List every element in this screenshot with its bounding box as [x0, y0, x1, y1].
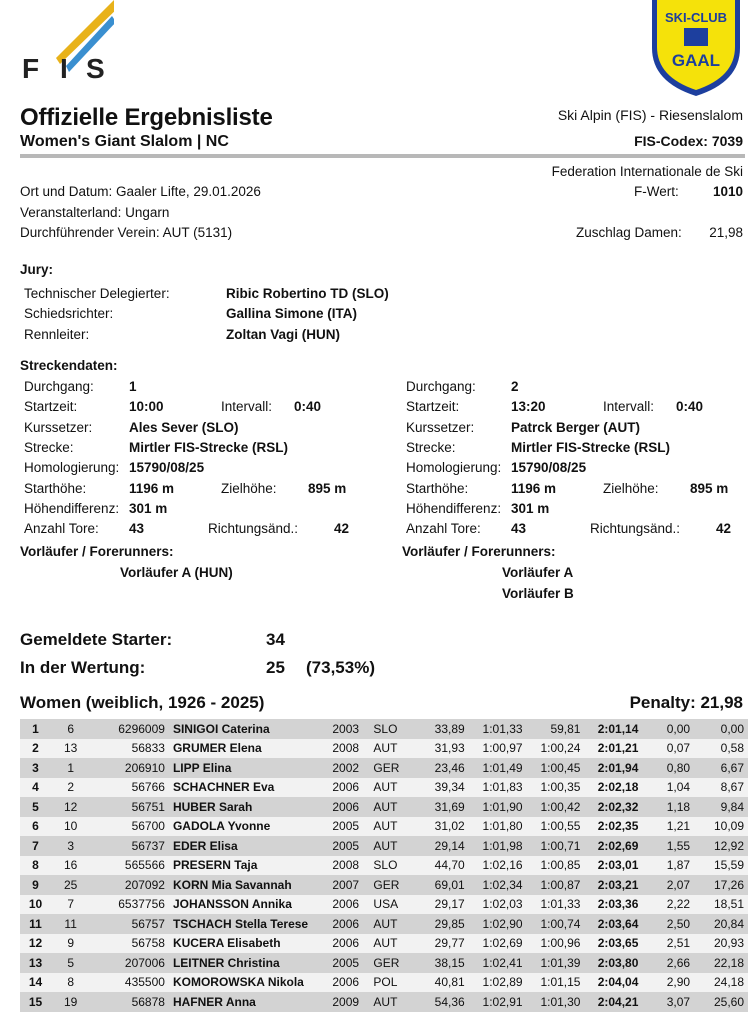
run-time-2: 1:02,34 [467, 875, 525, 895]
total-time: 2:01,14 [582, 719, 640, 739]
federation: Federation Internationale de Ski [551, 164, 743, 179]
birth-year: 2006 [324, 973, 367, 993]
veranstalterland: Veranstalterland: Ungarn [20, 205, 170, 220]
table-row [20, 953, 748, 973]
rank: 14 [20, 973, 51, 993]
bib-number: 5 [51, 953, 90, 973]
fwert-value: 1010 [712, 184, 743, 199]
birth-year: 2006 [324, 895, 367, 915]
svg-text:I: I [60, 53, 68, 84]
nation: GER [367, 875, 413, 895]
run-time-1: 29,85 [413, 914, 467, 934]
total-time: 2:04,04 [582, 973, 640, 993]
race-points: 17,26 [692, 875, 748, 895]
fis-code: 206910 [90, 758, 171, 778]
run-time-1: 31,93 [413, 739, 467, 759]
total-time: 2:02,35 [582, 817, 640, 837]
run-time-2: 1:02,69 [467, 934, 525, 954]
race-points: 15,59 [692, 856, 748, 876]
run-time-3: 1:00,87 [525, 875, 583, 895]
fis-code: 56751 [90, 797, 171, 817]
rank: 12 [20, 934, 51, 954]
birth-year: 2009 [324, 992, 367, 1012]
athlete-name: HAFNER Anna [171, 992, 324, 1012]
time-difference: 0,80 [640, 758, 692, 778]
table-row [20, 856, 748, 876]
race-points: 18,51 [692, 895, 748, 915]
run-time-1: 54,36 [413, 992, 467, 1012]
race-points: 0,00 [692, 719, 748, 739]
fis-code: 56878 [90, 992, 171, 1012]
birth-year: 2005 [324, 817, 367, 837]
rank: 1 [20, 719, 51, 739]
run-time-1: 31,02 [413, 817, 467, 837]
fwert-label: F-Wert: [634, 184, 679, 199]
rank: 10 [20, 895, 51, 915]
nation: SLO [367, 856, 413, 876]
time-difference: 2,66 [640, 953, 692, 973]
bib-number: 12 [51, 797, 90, 817]
birth-year: 2008 [324, 739, 367, 759]
athlete-name: GADOLA Yvonne [171, 817, 324, 837]
startzeit-value: 13:20 [511, 399, 546, 414]
race-points: 24,18 [692, 973, 748, 993]
rank: 8 [20, 856, 51, 876]
birth-year: 2005 [324, 836, 367, 856]
race-points: 8,67 [692, 778, 748, 798]
birth-year: 2006 [324, 914, 367, 934]
nation: SLO [367, 719, 413, 739]
race-points: 25,60 [692, 992, 748, 1012]
svg-text:F: F [22, 53, 40, 84]
hoehendiff-value: 301 m [129, 501, 168, 516]
starthoehe-label: Starthöhe: [24, 481, 87, 496]
strecke-value: Mirtler FIS-Strecke (RSL) [129, 440, 289, 455]
richtung-value: 42 [334, 521, 350, 536]
penalty: Penalty: 21,98 [629, 693, 743, 712]
athlete-name: HUBER Sarah [171, 797, 324, 817]
fis-code: 6537756 [90, 895, 171, 915]
time-difference: 0,00 [640, 719, 692, 739]
race-points: 6,67 [692, 758, 748, 778]
table-row [20, 817, 748, 837]
intervall-value: 0:40 [294, 399, 322, 414]
jury-value-referee: Gallina Simone (ITA) [226, 306, 358, 321]
bib-number: 11 [51, 914, 90, 934]
nation: AUT [367, 778, 413, 798]
zielhoehe-value: 895 m [690, 481, 729, 496]
birth-year: 2002 [324, 758, 367, 778]
jury-label-referee: Schiedsrichter: [24, 306, 114, 321]
fis-code: 56833 [90, 739, 171, 759]
time-difference: 2,51 [640, 934, 692, 954]
intervall-value: 0:40 [676, 399, 704, 414]
birth-year: 2006 [324, 797, 367, 817]
starthoehe-value: 1196 m [511, 481, 557, 496]
richtung-value: 42 [716, 521, 732, 536]
rank: 5 [20, 797, 51, 817]
race-points: 20,93 [692, 934, 748, 954]
time-difference: 1,87 [640, 856, 692, 876]
nation: AUT [367, 934, 413, 954]
bib-number: 1 [51, 758, 90, 778]
bib-number: 7 [51, 895, 90, 915]
bib-number: 16 [51, 856, 90, 876]
codex-label: FIS-Codex: [634, 133, 708, 149]
richtung-label: Richtungsänd.: [590, 521, 681, 536]
intervall-label: Intervall: [603, 399, 655, 414]
bib-number: 6 [51, 719, 90, 739]
run-time-2: 1:01,33 [467, 719, 525, 739]
run-time-2: 1:01,90 [467, 797, 525, 817]
total-time: 2:04,21 [582, 992, 640, 1012]
fis-code: 207092 [90, 875, 171, 895]
athlete-name: JOHANSSON Annika [171, 895, 324, 915]
kurssetzer-value: Patrck Berger (AUT) [511, 420, 641, 435]
run-time-1: 44,70 [413, 856, 467, 876]
run-time-1: 40,81 [413, 973, 467, 993]
run-time-3: 1:00,71 [525, 836, 583, 856]
codex-value: 7039 [711, 133, 743, 149]
athlete-name: GRUMER Elena [171, 739, 324, 759]
race-points: 0,58 [692, 739, 748, 759]
nation: AUT [367, 836, 413, 856]
time-difference: 2,07 [640, 875, 692, 895]
run-time-3: 1:01,15 [525, 973, 583, 993]
table-row [20, 914, 748, 934]
nation: GER [367, 953, 413, 973]
total-time: 2:01,94 [582, 758, 640, 778]
total-time: 2:02,18 [582, 778, 640, 798]
rank: 4 [20, 778, 51, 798]
run-time-2: 1:02,89 [467, 973, 525, 993]
zuschlag-value: 21,98 [709, 225, 743, 240]
athlete-name: EDER Elisa [171, 836, 324, 856]
run-time-2: 1:01,98 [467, 836, 525, 856]
fis-code: 207006 [90, 953, 171, 973]
hoehendiff-label: Höhendifferenz: [406, 501, 502, 516]
run-time-3: 59,81 [525, 719, 583, 739]
rank: 9 [20, 875, 51, 895]
fis-logo [14, 0, 114, 95]
richtung-label: Richtungsänd.: [208, 521, 299, 536]
intervall-label: Intervall: [221, 399, 273, 414]
time-difference: 2,90 [640, 973, 692, 993]
strecke-value: Mirtler FIS-Strecke (RSL) [511, 440, 671, 455]
rank: 3 [20, 758, 51, 778]
table-row [20, 836, 748, 856]
run-time-3: 1:00,74 [525, 914, 583, 934]
bib-number: 8 [51, 973, 90, 993]
run-time-3: 1:00,85 [525, 856, 583, 876]
header-divider [20, 154, 745, 158]
table-row [20, 973, 748, 993]
run-time-3: 1:01,39 [525, 953, 583, 973]
run-time-1: 33,89 [413, 719, 467, 739]
course-heading: Streckendaten: [20, 358, 118, 373]
total-time: 2:03,36 [582, 895, 640, 915]
run-time-2: 1:02,16 [467, 856, 525, 876]
rank: 6 [20, 817, 51, 837]
table-row [20, 778, 748, 798]
table-row [20, 992, 748, 1012]
run-time-2: 1:02,03 [467, 895, 525, 915]
run-time-2: 1:02,91 [467, 992, 525, 1012]
athlete-name: SINIGOI Caterina [171, 719, 324, 739]
time-difference: 1,18 [640, 797, 692, 817]
run-time-3: 1:00,35 [525, 778, 583, 798]
run-time-1: 23,46 [413, 758, 467, 778]
run-time-3: 1:01,30 [525, 992, 583, 1012]
run-time-2: 1:01,83 [467, 778, 525, 798]
page-title: Offizielle Ergebnisliste [20, 104, 273, 131]
bib-number: 25 [51, 875, 90, 895]
time-difference: 1,55 [640, 836, 692, 856]
zielhoehe-label: Zielhöhe: [603, 481, 659, 496]
run-time-1: 29,14 [413, 836, 467, 856]
birth-year: 2006 [324, 934, 367, 954]
jury-heading: Jury: [20, 262, 54, 277]
run-time-1: 29,77 [413, 934, 467, 954]
table-row [20, 797, 748, 817]
jury-label-chief: Rennleiter: [24, 327, 90, 342]
birth-year: 2006 [324, 778, 367, 798]
svg-text:S: S [86, 53, 105, 84]
athlete-name: TSCHACH Stella Terese [171, 914, 324, 934]
rank: 7 [20, 836, 51, 856]
ort-datum: Ort und Datum: Gaaler Lifte, 29.01.2026 [20, 184, 261, 199]
jury-label-td: Technischer Delegierter: [24, 286, 170, 301]
forerunner: Vorläufer A [502, 565, 574, 580]
tore-value: 43 [129, 521, 145, 536]
rank: 15 [20, 992, 51, 1012]
in-wertung-value: 25 [266, 658, 285, 677]
nation: GER [367, 758, 413, 778]
run-time-3: 1:00,24 [525, 739, 583, 759]
forerunners-label: Vorläufer / Forerunners: [402, 544, 556, 559]
run-time-2: 1:00,97 [467, 739, 525, 759]
gemeldete-starter-value: 34 [266, 630, 285, 649]
fis-code: 56757 [90, 914, 171, 934]
kurssetzer-value: Ales Sever (SLO) [129, 420, 239, 435]
run-time-2: 1:01,49 [467, 758, 525, 778]
table-row [20, 875, 748, 895]
kurssetzer-label: Kurssetzer: [406, 420, 475, 435]
birth-year: 2005 [324, 953, 367, 973]
zielhoehe-value: 895 m [308, 481, 347, 496]
svg-text:SKI-CLUB: SKI-CLUB [664, 10, 728, 25]
nation: AUT [367, 797, 413, 817]
table-row [20, 934, 748, 954]
race-points: 9,84 [692, 797, 748, 817]
homologierung-value: 15790/08/25 [129, 460, 205, 475]
run-time-1: 38,15 [413, 953, 467, 973]
run-time-3: 1:01,33 [525, 895, 583, 915]
race-points: 10,09 [692, 817, 748, 837]
run-time-1: 69,01 [413, 875, 467, 895]
starthoehe-value: 1196 m [129, 481, 175, 496]
nation: AUT [367, 739, 413, 759]
rank: 11 [20, 914, 51, 934]
svg-text:GAAL: GAAL [671, 51, 721, 70]
startzeit-label: Startzeit: [406, 399, 460, 414]
total-time: 2:03,80 [582, 953, 640, 973]
bib-number: 3 [51, 836, 90, 856]
durchgang-label: Durchgang: [24, 379, 94, 394]
nation: AUT [367, 817, 413, 837]
jury-value-chief: Zoltan Vagi (HUN) [226, 327, 340, 342]
time-difference: 1,04 [640, 778, 692, 798]
nation: AUT [367, 992, 413, 1012]
run-time-3: 1:00,96 [525, 934, 583, 954]
rank: 2 [20, 739, 51, 759]
run-time-2: 1:02,90 [467, 914, 525, 934]
total-time: 2:02,69 [582, 836, 640, 856]
time-difference: 2,50 [640, 914, 692, 934]
race-points: 12,92 [692, 836, 748, 856]
race-points: 22,18 [692, 953, 748, 973]
total-time: 2:03,65 [582, 934, 640, 954]
forerunner: Vorläufer B [502, 586, 574, 601]
total-time: 2:01,21 [582, 739, 640, 759]
birth-year: 2003 [324, 719, 367, 739]
birth-year: 2008 [324, 856, 367, 876]
tore-label: Anzahl Tore: [406, 521, 481, 536]
in-wertung-label: In der Wertung: [20, 658, 146, 677]
fis-code: 56758 [90, 934, 171, 954]
athlete-name: LEITNER Christina [171, 953, 324, 973]
time-difference: 3,07 [640, 992, 692, 1012]
fis-codex [634, 133, 743, 149]
birth-year: 2007 [324, 875, 367, 895]
run-time-2: 1:01,80 [467, 817, 525, 837]
run-time-1: 39,34 [413, 778, 467, 798]
fis-code: 56737 [90, 836, 171, 856]
durchgang-label: Durchgang: [406, 379, 476, 394]
in-wertung-percent: (73,53%) [306, 658, 375, 677]
run-time-3: 1:00,45 [525, 758, 583, 778]
gemeldete-starter-label: Gemeldete Starter: [20, 630, 173, 649]
bib-number: 2 [51, 778, 90, 798]
event-subtitle: Women's Giant Slalom | NC [20, 133, 229, 150]
startzeit-label: Startzeit: [24, 399, 78, 414]
zuschlag-label: Zuschlag Damen: [576, 225, 682, 240]
startzeit-value: 10:00 [129, 399, 164, 414]
total-time: 2:03,21 [582, 875, 640, 895]
time-difference: 0,07 [640, 739, 692, 759]
hoehendiff-value: 301 m [511, 501, 550, 516]
race-points: 20,84 [692, 914, 748, 934]
athlete-name: LIPP Elina [171, 758, 324, 778]
hoehendiff-label: Höhendifferenz: [24, 501, 120, 516]
fis-code: 6296009 [90, 719, 171, 739]
homologierung-value: 15790/08/25 [511, 460, 587, 475]
fis-code: 56766 [90, 778, 171, 798]
bib-number: 9 [51, 934, 90, 954]
bib-number: 13 [51, 739, 90, 759]
athlete-name: KOMOROWSKA Nikola [171, 973, 324, 993]
forerunners-label: Vorläufer / Forerunners: [20, 544, 174, 559]
athlete-name: PRESERN Taja [171, 856, 324, 876]
athlete-name: KORN Mia Savannah [171, 875, 324, 895]
run-time-3: 1:00,42 [525, 797, 583, 817]
total-time: 2:03,01 [582, 856, 640, 876]
run-time-2: 1:02,41 [467, 953, 525, 973]
durchgang-value: 2 [511, 379, 519, 394]
results-table [20, 719, 748, 1012]
bib-number: 19 [51, 992, 90, 1012]
tore-value: 43 [511, 521, 527, 536]
durchfuehrender-verein: Durchführender Verein: AUT (5131) [20, 225, 233, 240]
run-time-3: 1:00,55 [525, 817, 583, 837]
athlete-name: KUCERA Elisabeth [171, 934, 324, 954]
kurssetzer-label: Kurssetzer: [24, 420, 93, 435]
rank: 13 [20, 953, 51, 973]
results-category-title: Women (weiblich, 1926 - 2025) [20, 693, 265, 712]
discipline: Ski Alpin (FIS) - Riesenslalom [557, 107, 743, 123]
ski-club-gaal-logo [646, 0, 746, 96]
nation: USA [367, 895, 413, 915]
nation: AUT [367, 914, 413, 934]
table-row [20, 719, 748, 739]
durchgang-value: 1 [129, 379, 137, 394]
fis-code: 565566 [90, 856, 171, 876]
run-time-1: 29,17 [413, 895, 467, 915]
time-difference: 1,21 [640, 817, 692, 837]
time-difference: 2,22 [640, 895, 692, 915]
nation: POL [367, 973, 413, 993]
total-time: 2:03,64 [582, 914, 640, 934]
jury-value-td: Ribic Robertino TD (SLO) [226, 286, 389, 301]
forerunner: Vorläufer A (HUN) [120, 565, 233, 580]
run-time-1: 31,69 [413, 797, 467, 817]
table-row [20, 895, 748, 915]
fis-code: 435500 [90, 973, 171, 993]
strecke-label: Strecke: [24, 440, 74, 455]
table-row [20, 739, 748, 759]
tore-label: Anzahl Tore: [24, 521, 99, 536]
homologierung-label: Homologierung: [406, 460, 502, 475]
strecke-label: Strecke: [406, 440, 456, 455]
homologierung-label: Homologierung: [24, 460, 120, 475]
table-row [20, 758, 748, 778]
zielhoehe-label: Zielhöhe: [221, 481, 277, 496]
athlete-name: SCHACHNER Eva [171, 778, 324, 798]
bib-number: 10 [51, 817, 90, 837]
total-time: 2:02,32 [582, 797, 640, 817]
starthoehe-label: Starthöhe: [406, 481, 469, 496]
fis-code: 56700 [90, 817, 171, 837]
